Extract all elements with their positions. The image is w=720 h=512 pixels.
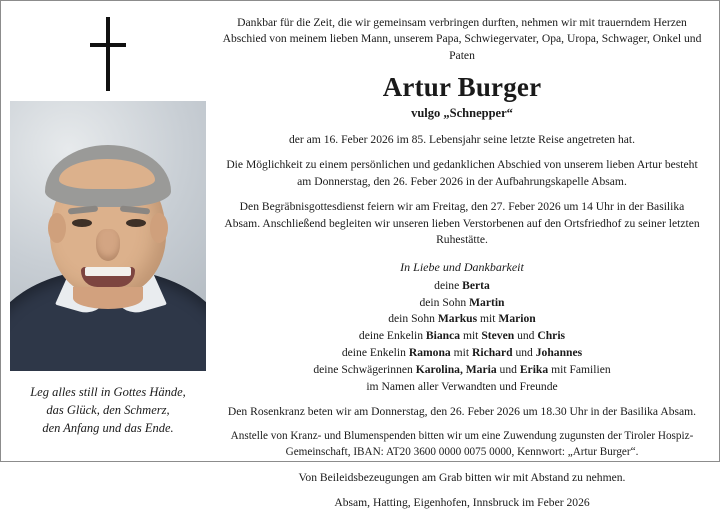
family-prefix: deine Enkelin <box>358 329 426 343</box>
farewell-text: Die Möglichkeit zu einem persönlichen und gedanklichen Abschied von unserem lieben Artur besteht am Donnerstag, den 26. Feber 2026 in der Aufbahrungskapelle Absam. <box>226 158 698 188</box>
family-names: Berta <box>462 278 490 292</box>
family-names-2: Steven <box>481 329 515 343</box>
family-names: Martin <box>469 295 505 309</box>
family-names-3: Erika <box>519 363 549 377</box>
rosary-text: Den Rosenkranz beten wir am Donnerstag, den 26. Feber 2026 um 18.30 Uhr in der Basilika Absam. <box>227 404 697 418</box>
family-joiner: und <box>514 329 538 343</box>
condolence-text: Von Beileidsbezeugungen am Grab bitten wir mit Abstand zu nehmen. <box>298 470 626 484</box>
photo-nose <box>96 229 120 261</box>
family-heading: In Liebe und Dankbarkeit <box>400 259 524 274</box>
family-names-3: Chris <box>537 329 566 343</box>
family-prefix: deine <box>434 278 463 292</box>
family-row-3 <box>221 328 703 344</box>
family-names-2: Richard <box>471 346 513 360</box>
verse-line-2: das Glück, den Schmerz, <box>46 403 170 418</box>
photo-ear-left <box>48 213 66 243</box>
family-row-4 <box>221 345 703 361</box>
christian-cross-icon <box>88 17 128 91</box>
family-joiner: und <box>496 363 520 377</box>
family-names: Karolina, Maria <box>415 363 497 377</box>
family-prefix: deine Schwägerinnen <box>313 363 416 377</box>
intro-text: Dankbar für die Zeit, die wir gemeinsam verbringen durften, nehmen wir mit trauerndem Herzen Abschied von meinem lieben Mann, unserem Papa, Schwiegervater, Opa, Uropa, Schwager, Onkel und Paten <box>222 16 702 62</box>
family-row-6 <box>221 379 703 395</box>
photo-eye-right <box>126 219 146 227</box>
photo-mouth <box>81 267 135 287</box>
photo-ear-right <box>150 213 168 243</box>
family-row-5 <box>221 362 703 378</box>
places-and-date: Absam, Hatting, Eigenhofen, Innsbruck im Feber 2026 <box>334 496 590 510</box>
verse-line-1: Leg alles still in Gottes Hände, <box>30 385 186 399</box>
family-row-2 <box>221 311 703 327</box>
family-row-0 <box>221 278 703 294</box>
verse-line-3: den Anfang und das Ende. <box>42 421 174 436</box>
right-column <box>215 1 719 510</box>
deceased-name: Artur Burger <box>382 72 542 103</box>
portrait-photo <box>10 101 206 371</box>
family-prefix: dein Sohn <box>388 312 438 326</box>
family-middle: mit <box>460 329 482 343</box>
family-suffix: mit Familien <box>548 363 611 377</box>
family-middle: mit <box>477 312 499 326</box>
memorial-verse <box>10 383 206 437</box>
left-column <box>1 1 215 461</box>
family-list <box>221 278 703 396</box>
photo-eye-left <box>72 219 92 227</box>
family-prefix: dein Sohn <box>419 295 470 309</box>
photo-chin <box>73 287 143 309</box>
family-names: Bianca <box>425 329 461 343</box>
family-names-2: Marion <box>498 312 536 326</box>
family-row-1 <box>221 295 703 311</box>
nickname-line: vulgo „Schnepper“ <box>411 106 513 121</box>
family-names-3: Johannes <box>535 346 583 360</box>
family-joiner: und <box>512 346 536 360</box>
family-middle: mit <box>450 346 472 360</box>
family-names: Markus <box>437 312 478 326</box>
funeral-text: Den Begräbnisgottesdienst feiern wir am Freitag, den 27. Feber 2026 um 14 Uhr in der Basilika Absam. Anschließend begleiten wir unseren lieben Verstorbenen auf den Ortsfriedhof zu seiner letzten Ruhestätte. <box>224 200 700 247</box>
family-names: Ramona <box>408 346 451 360</box>
donation-text: Anstelle von Kranz- und Blumenspenden bitten wir um eine Zuwendung zugunsten der Tiroler Hospiz-Gemeinschaft, IBAN: AT20 3600 0000 0075 0000, Kennwort: „Artur Burger“. <box>230 430 694 459</box>
family-prefix: deine Enkelin <box>341 346 409 360</box>
death-line: der am 16. Feber 2026 im 85. Lebensjahr seine letzte Reise angetreten hat. <box>288 132 636 146</box>
family-prefix: im Namen aller Verwandten und Freunde <box>366 380 558 394</box>
